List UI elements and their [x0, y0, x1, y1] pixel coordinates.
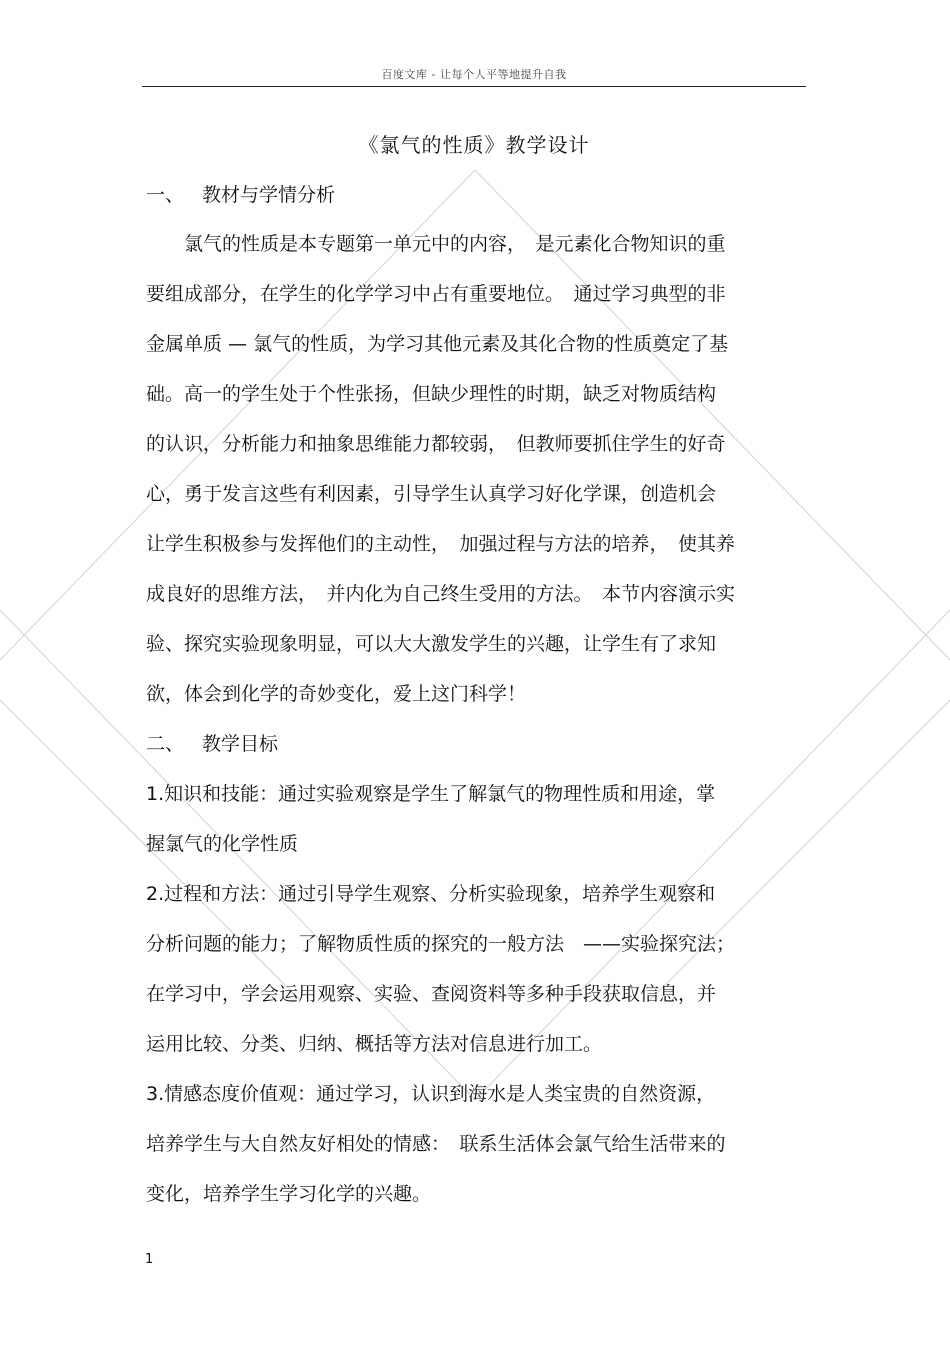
- goal-line: 培养学生与大自然友好相处的情感： 联系生活体会氯气给生活带来的: [146, 1133, 726, 1155]
- paragraph-line: 要组成部分，在学生的化学学习中占有重要地位。 通过学习典型的非: [146, 283, 726, 305]
- section-label: 教材与学情分析: [202, 184, 336, 206]
- goal-line: 握氯气的化学性质: [146, 833, 299, 855]
- goal-line: 3.情感态度价值观：通过学习，认识到海水是人类宝贵的自然资源，: [146, 1083, 716, 1105]
- paragraph-line: 础。高一的学生处于个性张扬，但缺少理性的时期，缺乏对物质结构: [146, 383, 717, 405]
- paragraph-line: 氯气的性质是本专题第一单元中的内容， 是元素化合物知识的重: [146, 233, 726, 255]
- paragraph-line: 心，勇于发言这些有利因素，引导学生认真学习好化学课，创造机会: [146, 483, 717, 505]
- paragraph-line: 的认识，分析能力和抽象思维能力都较弱， 但教师要抓住学生的好奇: [146, 433, 726, 455]
- goal-line: 变化，培养学生学习化学的兴趣。: [146, 1183, 432, 1205]
- paragraph-line: 让学生积极参与发挥他们的主动性， 加强过程与方法的培养， 使其养: [146, 533, 736, 555]
- goal-line: 2.过程和方法：通过引导学生观察、分析实验现象，培养学生观察和: [146, 883, 716, 905]
- section-number: 一、: [146, 184, 185, 206]
- goal-line: 分析问题的能力；了解物质性质的探究的一般方法 ——实验探究法；: [146, 933, 736, 955]
- goal-line: 在学习中，学会运用观察、实验、查阅资料等多种手段获取信息，并: [146, 983, 717, 1005]
- goal-line: 1.知识和技能：通过实验观察是学生了解氯气的物理性质和用途，掌: [146, 783, 716, 805]
- document-title: 《氯气的性质》教学设计: [358, 133, 590, 157]
- section-heading-2: [146, 729, 278, 756]
- section-heading-1: [146, 180, 335, 207]
- paragraph-line: 欲，体会到化学的奇妙变化，爱上这门科学！: [146, 683, 527, 705]
- paragraph-line: 成良好的思维方法， 并内化为自己终生受用的方法。 本节内容演示实: [146, 583, 736, 605]
- page-header: 百度文库 - 让每个人平等地提升自我: [381, 68, 567, 81]
- paragraph-line: 金属单质 — 氯气的性质，为学习其他元素及其化合物的性质奠定了基: [146, 333, 729, 355]
- goal-line: 运用比较、分类、归纳、概括等方法对信息进行加工。: [146, 1033, 603, 1055]
- page-number: 1: [145, 1252, 154, 1267]
- paragraph-line: 验、探究实验现象明显，可以大大激发学生的兴趣，让学生有了求知: [146, 633, 717, 655]
- section-number: 二、: [146, 733, 185, 755]
- section-label: 教学目标: [202, 733, 279, 755]
- header-divider: [142, 86, 806, 87]
